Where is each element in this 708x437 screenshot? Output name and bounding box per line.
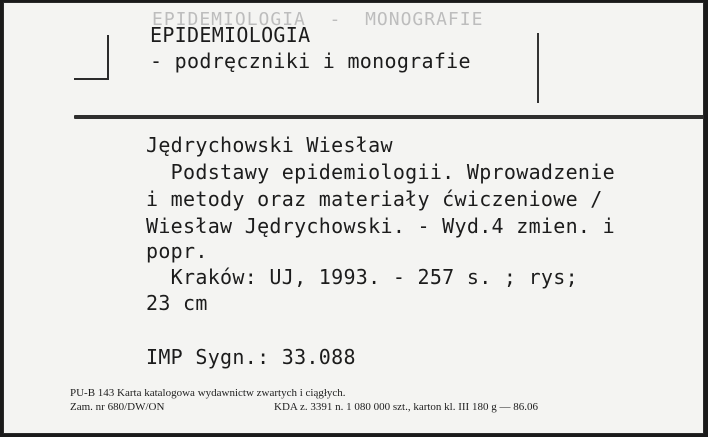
heading-subject: EPIDEMIOLOGIA <box>150 23 311 47</box>
entry-author: Jędrychowski Wiesław <box>146 133 393 157</box>
entry-imprint-line: 23 cm <box>146 291 208 315</box>
heading-vertical-rule <box>537 33 539 103</box>
entry-title-line: Wiesław Jędrychowski. - Wyd.4 zmien. i <box>146 214 615 238</box>
footer-line-2-right: KDA z. 3391 n. 1 080 000 szt., karton kl. III 180 g — 86.06 <box>274 401 538 413</box>
entry-title-line: Podstawy epidemiologii. Wprowadzenie <box>146 160 615 184</box>
faded-heading-text: EPIDEMIOLOGIA - MONOGRAFIE <box>152 9 484 30</box>
footer-line-1: PU-B 143 Karta katalogowa wydawnictw zwartych i ciągłych. <box>70 387 346 399</box>
entry-imprint-line: Kraków: UJ, 1993. - 257 s. ; rys; <box>146 265 578 289</box>
heading-subdivision: - podręczniki i monografie <box>150 49 471 73</box>
footer-line-2-left: Zam. nr 680/DW/ON <box>70 401 165 413</box>
horizontal-divider <box>74 115 704 119</box>
entry-title-line: popr. <box>146 239 208 263</box>
corner-mark-horizontal <box>74 78 109 80</box>
call-number: IMP Sygn.: 33.088 <box>146 345 356 369</box>
entry-title-line: i metody oraz materiały ćwiczeniowe / <box>146 187 603 211</box>
corner-mark-vertical <box>107 35 109 80</box>
catalog-card <box>3 2 704 434</box>
